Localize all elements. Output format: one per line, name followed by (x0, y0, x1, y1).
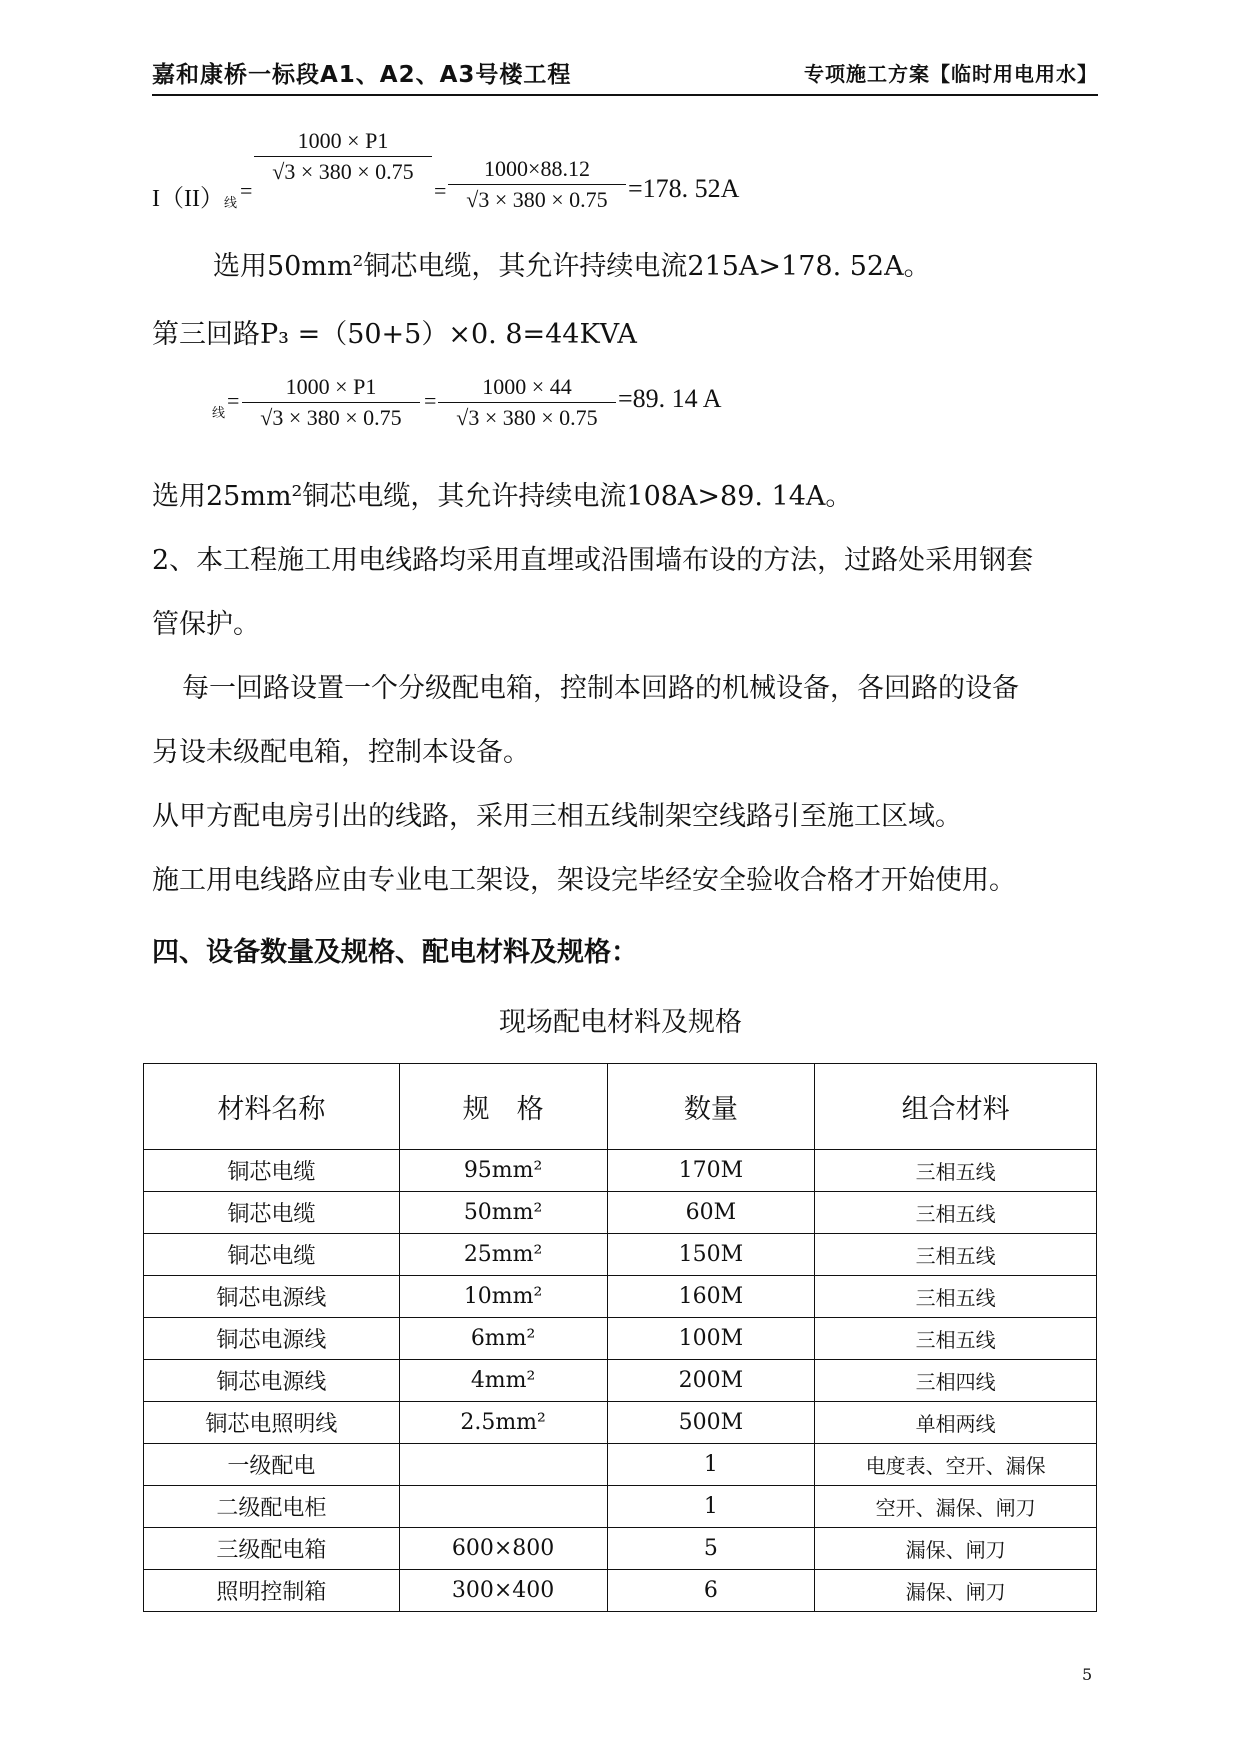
cell-components: 三相五线 (815, 1192, 1097, 1234)
fraction-denominator: √3 × 380 × 0.75 (272, 159, 414, 184)
cell-name: 铜芯电源线 (144, 1276, 400, 1318)
cell-qty: 1 (607, 1486, 815, 1528)
cell-components: 三相五线 (815, 1150, 1097, 1192)
cable-selection-3: 选用25mm²铜芯电缆，其允许持续电流108A>89. 14A。 (152, 481, 853, 512)
page-number: 5 (1082, 1665, 1093, 1684)
header-quantity: 数量 (607, 1064, 815, 1150)
cell-name: 一级配电 (144, 1444, 400, 1486)
cell-spec: 50mm² (399, 1192, 607, 1234)
table-row (144, 1276, 1097, 1318)
cell-components: 空开、漏保、闸刀 (815, 1486, 1097, 1528)
cell-components: 电度表、空开、漏保 (815, 1444, 1097, 1486)
fraction-denominator: √3 × 380 × 0.75 (466, 187, 608, 212)
cell-name: 铜芯电照明线 (144, 1402, 400, 1444)
formula-lhs-subscript: 线 (212, 405, 226, 420)
fraction-numerator: 1000×88.12 (448, 156, 626, 185)
cell-name: 照明控制箱 (144, 1570, 400, 1612)
materials-table (143, 1063, 1097, 1612)
formula-equals: = (434, 178, 447, 203)
paragraph-3-line-1: 每一回路设置一个分级配电箱，控制本回路的机械设备，各回路的设备 (182, 673, 1019, 704)
cell-spec: 300×400 (399, 1570, 607, 1612)
table-row (144, 1318, 1097, 1360)
cell-qty: 60M (607, 1192, 815, 1234)
header-doc-title: 专项施工方案【临时用电用水】 (804, 62, 1098, 86)
table-row (144, 1234, 1097, 1276)
cell-name: 铜芯电源线 (144, 1318, 400, 1360)
cell-spec: 2.5mm² (399, 1402, 607, 1444)
cell-name: 铜芯电缆 (144, 1234, 400, 1276)
fraction-values (438, 374, 616, 431)
table-header-row (144, 1064, 1097, 1150)
header-material-name: 材料名称 (144, 1064, 400, 1150)
cell-components: 单相两线 (815, 1402, 1097, 1444)
formula-lhs: I（II） (152, 186, 224, 212)
formula-equals: = (227, 388, 240, 413)
table-row (144, 1402, 1097, 1444)
cell-spec (399, 1486, 607, 1528)
table-row (144, 1444, 1097, 1486)
cell-spec (399, 1444, 607, 1486)
formula-result: =178. 52A (628, 174, 740, 203)
fraction-numerator: 1000 × P1 (254, 128, 432, 157)
header-spec: 规 格 (399, 1064, 607, 1150)
cell-components: 漏保、闸刀 (815, 1570, 1097, 1612)
table-title: 现场配电材料及规格 (499, 1007, 742, 1038)
fraction-values (448, 156, 626, 213)
circuit-3-power: 第三回路P₃ =（50+5）×0. 8=44KVA (152, 319, 637, 350)
cell-components: 漏保、闸刀 (815, 1528, 1097, 1570)
paragraph-2-line-2: 管保护。 (152, 609, 260, 640)
table-row (144, 1150, 1097, 1192)
table-row (144, 1570, 1097, 1612)
cell-qty: 100M (607, 1318, 815, 1360)
table-row (144, 1192, 1097, 1234)
cell-name: 铜芯电缆 (144, 1192, 400, 1234)
cell-qty: 1 (607, 1444, 815, 1486)
fraction-general (242, 374, 420, 431)
formula-equals: = (240, 178, 253, 203)
cell-spec: 25mm² (399, 1234, 607, 1276)
table-row (144, 1528, 1097, 1570)
section-4-heading: 四、设备数量及规格、配电材料及规格： (152, 937, 638, 968)
paragraph-5: 施工用电线路应由专业电工架设，架设完毕经安全验收合格才开始使用。 (152, 865, 1016, 896)
table-row (144, 1486, 1097, 1528)
fraction-denominator: √3 × 380 × 0.75 (456, 405, 598, 430)
cell-spec: 600×800 (399, 1528, 607, 1570)
formula-lhs-subscript: 线 (224, 195, 238, 210)
cell-spec: 95mm² (399, 1150, 607, 1192)
cell-components: 三相五线 (815, 1318, 1097, 1360)
cell-name: 二级配电柜 (144, 1486, 400, 1528)
formula-equals: = (424, 388, 437, 413)
cable-selection-1: 选用50mm²铜芯电缆，其允许持续电流215A>178. 52A。 (213, 251, 931, 282)
page-header (152, 56, 1098, 96)
cell-qty: 170M (607, 1150, 815, 1192)
fraction-general (254, 128, 432, 185)
cell-qty: 150M (607, 1234, 815, 1276)
cell-spec: 10mm² (399, 1276, 607, 1318)
cell-components: 三相五线 (815, 1276, 1097, 1318)
table-row (144, 1360, 1097, 1402)
cell-qty: 6 (607, 1570, 815, 1612)
cell-name: 铜芯电源线 (144, 1360, 400, 1402)
cell-qty: 160M (607, 1276, 815, 1318)
cell-qty: 5 (607, 1528, 815, 1570)
header-project-title: 嘉和康桥一标段A1、A2、A3号楼工程 (152, 62, 572, 88)
paragraph-3-line-2: 另设未级配电箱，控制本设备。 (152, 737, 530, 768)
paragraph-2-line-1: 2、本工程施工用电线路均采用直埋或沿围墙布设的方法，过路处采用钢套 (152, 545, 1034, 576)
paragraph-4: 从甲方配电房引出的线路，采用三相五线制架空线路引至施工区域。 (152, 801, 962, 832)
header-components: 组合材料 (815, 1064, 1097, 1150)
cell-components: 三相五线 (815, 1234, 1097, 1276)
cell-spec: 6mm² (399, 1318, 607, 1360)
fraction-denominator: √3 × 380 × 0.75 (260, 405, 402, 430)
formula-result: =89. 14 A (618, 384, 722, 413)
fraction-numerator: 1000 × P1 (242, 374, 420, 403)
cell-name: 三级配电箱 (144, 1528, 400, 1570)
fraction-numerator: 1000 × 44 (438, 374, 616, 403)
cell-spec: 4mm² (399, 1360, 607, 1402)
cell-qty: 500M (607, 1402, 815, 1444)
cell-components: 三相四线 (815, 1360, 1097, 1402)
cell-name: 铜芯电缆 (144, 1150, 400, 1192)
cell-qty: 200M (607, 1360, 815, 1402)
